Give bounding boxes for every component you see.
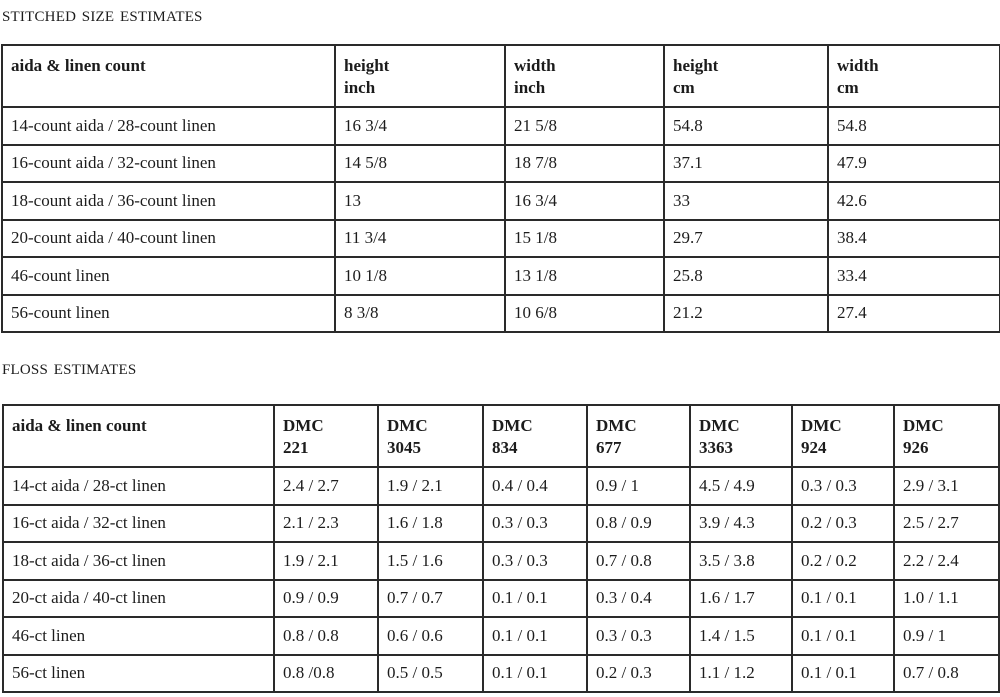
table-row — [2, 295, 1000, 333]
row-label-cell: 20-count aida / 40-count linen — [2, 220, 335, 258]
column-header — [2, 45, 335, 107]
row-label-cell: 56-ct linen — [3, 655, 274, 693]
value-cell: 13 1/8 — [505, 257, 664, 295]
column-header-line: DMC — [903, 416, 944, 435]
value-cell: 11 3/4 — [335, 220, 505, 258]
value-cell: 10 1/8 — [335, 257, 505, 295]
value-cell: 0.8 /0.8 — [274, 655, 378, 693]
value-cell: 0.7 / 0.7 — [378, 580, 483, 618]
column-header — [587, 405, 690, 467]
value-cell: 0.9 / 1 — [894, 617, 999, 655]
value-cell: 0.3 / 0.3 — [792, 467, 894, 505]
column-header-line: 677 — [596, 438, 622, 457]
column-header-line: DMC — [387, 416, 428, 435]
column-header — [378, 405, 483, 467]
value-cell: 1.1 / 1.2 — [690, 655, 792, 693]
column-header-line: height — [673, 56, 719, 75]
column-header-line: 3045 — [387, 438, 421, 457]
column-header-line: 3363 — [699, 438, 733, 457]
column-header — [828, 45, 1000, 107]
column-header-line: cm — [673, 78, 695, 97]
column-header-line: height — [344, 56, 390, 75]
value-cell: 1.9 / 2.1 — [378, 467, 483, 505]
table-row — [2, 257, 1000, 295]
value-cell: 47.9 — [828, 145, 1000, 183]
value-cell: 0.1 / 0.1 — [792, 617, 894, 655]
value-cell: 27.4 — [828, 295, 1000, 333]
row-label-cell: 18-ct aida / 36-ct linen — [3, 542, 274, 580]
stitched-size-title: stitched size estimates — [2, 1, 203, 26]
column-header-line: aida & linen count — [11, 56, 146, 75]
value-cell: 18 7/8 — [505, 145, 664, 183]
table-row — [3, 580, 999, 618]
value-cell: 2.5 / 2.7 — [894, 505, 999, 543]
column-header-line: DMC — [596, 416, 637, 435]
value-cell: 0.1 / 0.1 — [483, 617, 587, 655]
value-cell: 1.9 / 2.1 — [274, 542, 378, 580]
column-header — [483, 405, 587, 467]
value-cell: 16 3/4 — [335, 107, 505, 145]
value-cell: 0.2 / 0.2 — [792, 542, 894, 580]
column-header — [792, 405, 894, 467]
value-cell: 0.1 / 0.1 — [483, 655, 587, 693]
column-header-line: cm — [837, 78, 859, 97]
value-cell: 0.5 / 0.5 — [378, 655, 483, 693]
column-header-line: width — [514, 56, 556, 75]
header-row — [2, 45, 1000, 107]
table-row — [3, 505, 999, 543]
value-cell: 16 3/4 — [505, 182, 664, 220]
table-row — [2, 145, 1000, 183]
value-cell: 3.9 / 4.3 — [690, 505, 792, 543]
floss-estimates-header — [3, 405, 999, 467]
column-header — [690, 405, 792, 467]
column-header-line: DMC — [699, 416, 740, 435]
row-label-cell: 18-count aida / 36-count linen — [2, 182, 335, 220]
value-cell: 1.6 / 1.7 — [690, 580, 792, 618]
value-cell: 0.9 / 1 — [587, 467, 690, 505]
column-header-line: DMC — [492, 416, 533, 435]
value-cell: 42.6 — [828, 182, 1000, 220]
column-header-line: inch — [344, 78, 376, 97]
floss-estimates-table — [2, 404, 1000, 693]
value-cell: 0.9 / 0.9 — [274, 580, 378, 618]
value-cell: 0.3 / 0.3 — [587, 617, 690, 655]
value-cell: 0.1 / 0.1 — [792, 580, 894, 618]
row-label-cell: 16-ct aida / 32-ct linen — [3, 505, 274, 543]
column-header — [335, 45, 505, 107]
value-cell: 1.0 / 1.1 — [894, 580, 999, 618]
row-label-cell: 56-count linen — [2, 295, 335, 333]
value-cell: 0.8 / 0.9 — [587, 505, 690, 543]
column-header — [3, 405, 274, 467]
column-header — [274, 405, 378, 467]
column-header-line: DMC — [801, 416, 842, 435]
column-header-line: inch — [514, 78, 546, 97]
value-cell: 0.3 / 0.3 — [483, 542, 587, 580]
value-cell: 14 5/8 — [335, 145, 505, 183]
value-cell: 21.2 — [664, 295, 828, 333]
value-cell: 33 — [664, 182, 828, 220]
value-cell: 21 5/8 — [505, 107, 664, 145]
column-header-line: 924 — [801, 438, 827, 457]
row-label-cell: 14-count aida / 28-count linen — [2, 107, 335, 145]
value-cell: 0.1 / 0.1 — [792, 655, 894, 693]
value-cell: 1.6 / 1.8 — [378, 505, 483, 543]
floss-estimates-title: floss estimates — [2, 354, 137, 379]
value-cell: 54.8 — [828, 107, 1000, 145]
header-row — [3, 405, 999, 467]
value-cell: 1.4 / 1.5 — [690, 617, 792, 655]
row-label-cell: 14-ct aida / 28-ct linen — [3, 467, 274, 505]
value-cell: 2.1 / 2.3 — [274, 505, 378, 543]
value-cell: 0.7 / 0.8 — [894, 655, 999, 693]
column-header-line: 926 — [903, 438, 929, 457]
table-row — [2, 182, 1000, 220]
value-cell: 1.5 / 1.6 — [378, 542, 483, 580]
floss-estimates-body — [3, 467, 999, 692]
value-cell: 15 1/8 — [505, 220, 664, 258]
stitched-size-table — [1, 44, 1000, 333]
value-cell: 0.3 / 0.3 — [483, 505, 587, 543]
column-header-line: DMC — [283, 416, 324, 435]
table-row — [3, 617, 999, 655]
table-row — [2, 107, 1000, 145]
column-header — [505, 45, 664, 107]
value-cell: 33.4 — [828, 257, 1000, 295]
value-cell: 0.2 / 0.3 — [792, 505, 894, 543]
table-row — [2, 220, 1000, 258]
column-header-line: 834 — [492, 438, 518, 457]
column-header-line: 221 — [283, 438, 309, 457]
column-header — [894, 405, 999, 467]
value-cell: 0.3 / 0.4 — [587, 580, 690, 618]
value-cell: 0.7 / 0.8 — [587, 542, 690, 580]
value-cell: 3.5 / 3.8 — [690, 542, 792, 580]
stitched-size-header — [2, 45, 1000, 107]
value-cell: 13 — [335, 182, 505, 220]
value-cell: 8 3/8 — [335, 295, 505, 333]
row-label-cell: 46-ct linen — [3, 617, 274, 655]
value-cell: 4.5 / 4.9 — [690, 467, 792, 505]
table-row — [3, 542, 999, 580]
column-header — [664, 45, 828, 107]
value-cell: 38.4 — [828, 220, 1000, 258]
value-cell: 10 6/8 — [505, 295, 664, 333]
row-label-cell: 16-count aida / 32-count linen — [2, 145, 335, 183]
column-header-line: aida & linen count — [12, 416, 147, 435]
value-cell: 0.6 / 0.6 — [378, 617, 483, 655]
value-cell: 29.7 — [664, 220, 828, 258]
value-cell: 2.9 / 3.1 — [894, 467, 999, 505]
value-cell: 0.4 / 0.4 — [483, 467, 587, 505]
value-cell: 0.8 / 0.8 — [274, 617, 378, 655]
table-row — [3, 467, 999, 505]
value-cell: 25.8 — [664, 257, 828, 295]
value-cell: 2.2 / 2.4 — [894, 542, 999, 580]
row-label-cell: 46-count linen — [2, 257, 335, 295]
value-cell: 37.1 — [664, 145, 828, 183]
value-cell: 54.8 — [664, 107, 828, 145]
value-cell: 0.2 / 0.3 — [587, 655, 690, 693]
value-cell: 2.4 / 2.7 — [274, 467, 378, 505]
stitched-size-body — [2, 107, 1000, 332]
value-cell: 0.1 / 0.1 — [483, 580, 587, 618]
column-header-line: width — [837, 56, 879, 75]
table-row — [3, 655, 999, 693]
row-label-cell: 20-ct aida / 40-ct linen — [3, 580, 274, 618]
